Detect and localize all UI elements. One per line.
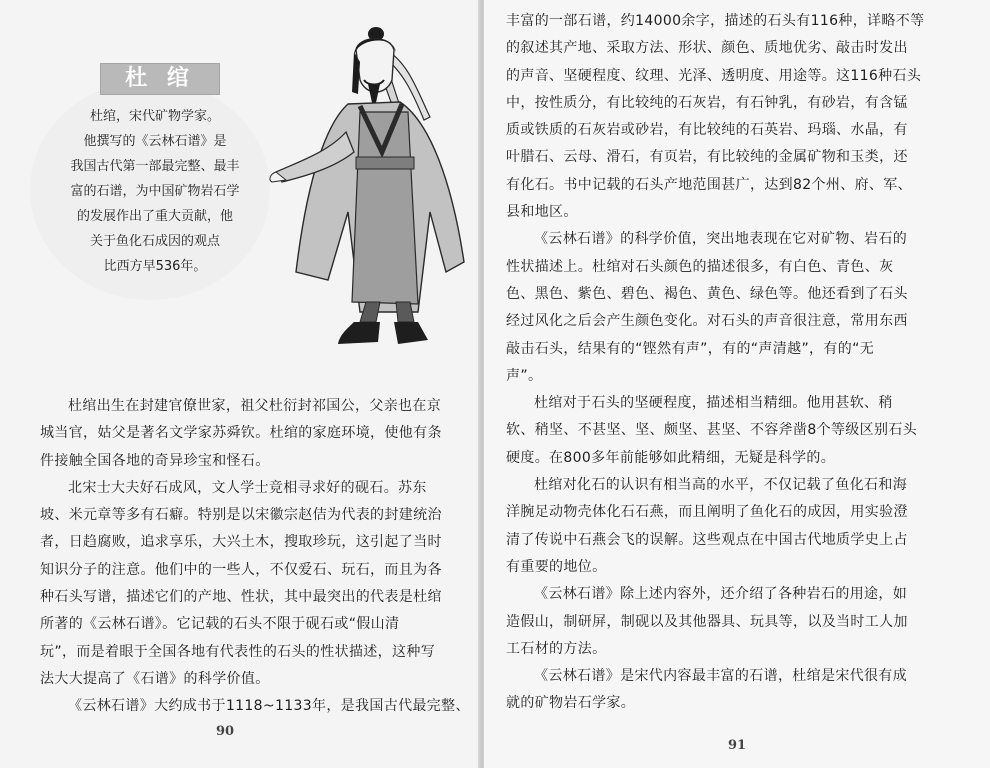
bio-line: 杜绾，宋代矿物学家。 (89, 109, 220, 124)
text-line: 的叙述其产地、采取方法、形状、颜色、质地优劣、敲击时发出 (506, 40, 908, 57)
text-line: 北宋士大夫好石成风，文人学士竞相寻求好的砚石。苏东 (68, 479, 427, 496)
left-body-text (40, 393, 470, 721)
text-line: 敲击石头，结果有的“铿然有声”，有的“声清越”，有的“无 (506, 340, 875, 357)
text-line: 有重要的地位。 (506, 558, 607, 575)
text-line: 声”。 (506, 367, 543, 384)
text-line: 《云林石谱》的科学价值，突出地表现在它对矿物、岩石的 (534, 231, 908, 248)
text-line: 城当官，姑父是著名文学家苏舜钦。杜绾的家庭环境，使他有条 (40, 425, 442, 442)
text-line: 有化石。书中记载的石头产地范围甚广，达到82个州、府、军、 (506, 176, 912, 193)
text-line: 性状描述上。杜绾对石头颜色的描述很多，有白色、青色、灰 (506, 258, 894, 275)
text-line: 软、稍坚、不甚坚、坚、颇坚、甚坚、不容斧凿8个等级区别石头 (506, 422, 918, 439)
text-line: 的声音、坚硬程度、纹理、光泽、透明度、用途等。这116种石头 (506, 67, 922, 84)
bio-line: 关于鱼化石成因的观点 (89, 234, 220, 249)
text-line: 玩”，而是着眼于全国各地有代表性的石头的性状描述，这种写 (40, 643, 436, 660)
page-number: 90 (216, 724, 235, 739)
text-line: 清了传说中石燕会飞的误解。这些观点在中国古代地质学史上占 (506, 531, 908, 548)
left-page (0, 0, 480, 768)
text-line: 《云林石谱》除上述内容外，还介绍了各种岩石的用途，如 (534, 586, 908, 603)
text-line: 法大大提高了《石谱》的科学价值。 (40, 670, 270, 687)
text-line: 色、黑色、紫色、碧色、褐色、黄色、绿色等。他还看到了石头 (506, 285, 908, 302)
bio-line: 比西方早536年。 (103, 259, 207, 274)
text-line: 知识分子的注意。他们中的一些人，不仅爱石、玩石，而且为各 (40, 561, 442, 578)
right-body-text (506, 8, 924, 718)
text-line: 丰富的一部石谱，约14000余字，描述的石头有116种，详略不等 (506, 13, 925, 29)
text-line: 县和地区。 (506, 204, 578, 221)
text-line: 工石材的方法。 (506, 640, 607, 657)
text-line: 造假山，制研屏，制砚以及其他器具、玩具等，以及当时工人加 (506, 613, 908, 630)
text-line: 《云林石谱》是宋代内容最丰富的石谱，杜绾是宋代很有成 (534, 668, 908, 685)
scholar-illustration (268, 22, 468, 352)
bio-text (40, 104, 270, 279)
text-line: 者，日趋腐败，追求享乐，大兴土木，搜取珍玩，这引起了当时 (40, 534, 442, 551)
text-line: 质或铁质的石灰岩或砂岩，有比较纯的石英岩、玛瑙、水晶，有 (506, 122, 908, 139)
text-line: 硬度。在800多年前能够如此精细，无疑是科学的。 (506, 449, 836, 466)
text-line: 洋腕足动物壳体化石石燕，而且阐明了鱼化石的成因，用实验澄 (506, 504, 908, 521)
bio-line: 的发展作出了重大贡献，他 (76, 209, 233, 224)
bio-line: 他撰写的《云林石谱》是 (83, 134, 227, 149)
text-line: 件接触全国各地的奇异珍宝和怪石。 (40, 452, 270, 469)
bio-line: 我国古代第一部最完整、最丰 (70, 159, 240, 174)
text-line: 杜绾对化石的认识有相当高的水平，不仅记载了鱼化石和海 (534, 477, 908, 494)
page-number: 91 (728, 738, 747, 753)
text-line: 中，按性质分，有比较纯的石灰岩，有石钟乳，有砂岩，有含锰 (506, 94, 908, 111)
text-line: 就的矿物岩石学家。 (506, 695, 636, 712)
text-line: 《云林石谱》大约成书于1118~1133年，是我国古代最完整、 (68, 698, 470, 715)
bio-line: 富的石谱，为中国矿物岩石学 (70, 184, 240, 199)
text-line: 所著的《云林石谱》。它记载的石头不限于砚石或“假山清 (40, 616, 400, 633)
person-title: 杜 绾 (125, 66, 195, 91)
text-line: 杜绾对于石头的坚硬程度，描述相当精细。他用甚软、稍 (534, 395, 893, 412)
text-line: 种石头写谱，描述它们的产地、性状，其中最突出的代表是杜绾 (40, 589, 442, 606)
right-page (484, 0, 990, 768)
title-banner (100, 63, 220, 95)
text-line: 经过风化之后会产生颜色变化。对石头的声音很注意，常用东西 (506, 313, 908, 330)
text-line: 杜绾出生在封建官僚世家，祖父杜衍封祁国公，父亲也在京 (68, 398, 442, 414)
text-line: 坡、米元章等多有石癖。特别是以宋徽宗赵佶为代表的封建统治 (40, 507, 442, 524)
text-line: 叶腊石、云母、滑石，有页岩，有比较纯的金属矿物和玉类，还 (506, 149, 908, 166)
